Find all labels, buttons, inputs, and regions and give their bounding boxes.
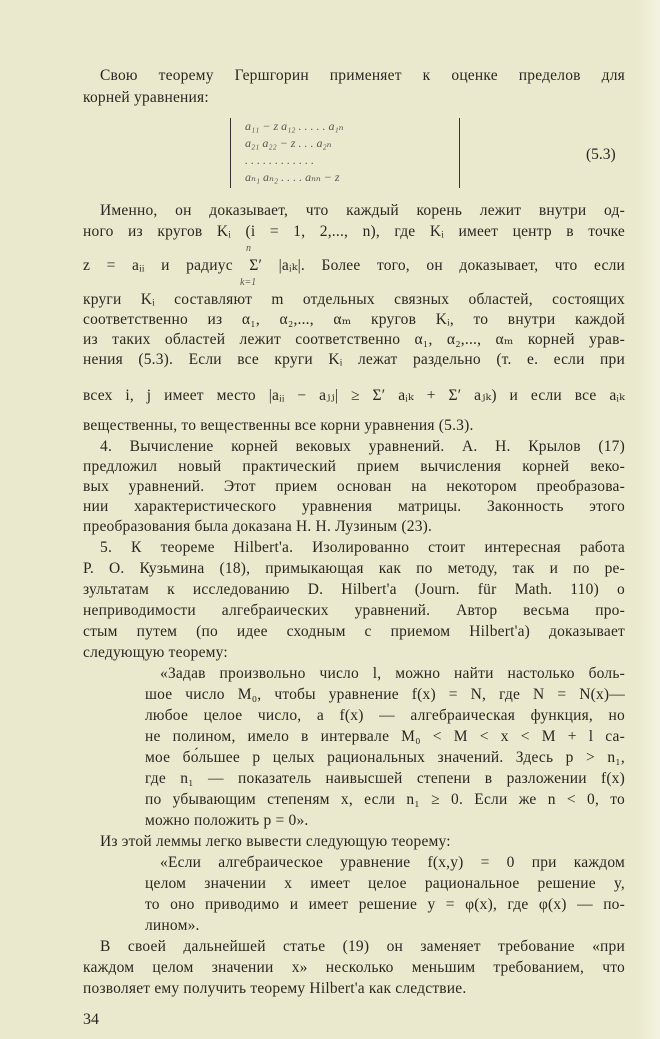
section-heading-line: 5. К теореме Hilbert'a. Изолированно стоит интересная работа [100,539,625,556]
text-line: следующую теорему: [83,644,228,661]
text-line: ного из кругов Kᵢ (i = 1, 2,..., n), где Kᵢ имеет центр в точке [83,223,625,240]
text-line: позволяет ему получить теорему Hilbert'a как следствие. [83,980,467,997]
matrix-row: a₂₁ a₂₂ − z . . . a₂ₙ [245,136,332,150]
text-line: зультатам к исследованию D. Hilbert'a (Journ. für Math. 110) о [83,581,625,598]
quote-line: мое бо́льшее p целых рациональных значений. Здесь p > n₁, [145,749,625,766]
equation-number: (5.3) [586,146,616,163]
quote-line: то оно приводимо и имеет решение y = φ(x), где φ(x) — по- [145,896,625,913]
text-line: В своей дальнейшей статье (19) он заменяет требование «при [100,938,625,955]
text-line: всех i, j имеет место |aᵢᵢ − aⱼⱼ| ≥ Σ′ aᵢₖ + Σ′ aⱼₖ) и если все aᵢₖ [83,387,625,404]
text-line: Свою теорему Гершгорин применяет к оценке пределов для [100,67,625,84]
text-line: соответственно из α₁, α₂,..., αₘ кругов Kᵢ, то внутри каждой [83,311,625,328]
text-line: Именно, он доказывает, что каждый корень лежит внутри од- [100,202,625,219]
text-line: круги Kᵢ составляют m отдельных связных областей, состоящих [83,291,625,308]
determinant-matrix [230,118,460,188]
text-line: предложил новый практический прием вычисления корней веко- [83,458,625,475]
quote-line: лином». [145,917,200,934]
quote-line: шое число M₀, чтобы уравнение f(x) = N, где N = N(x)— [145,686,625,703]
quote-line: можно положить p = 0». [145,812,309,829]
page-edge [638,0,660,1039]
text-line: стым путем (по идее сходным с приемом Hilbert'a) доказывает [83,623,625,640]
quote-line: «Если алгебраическое уравнение f(x,y) = 0 при каждом [160,854,625,871]
quote-line: по убывающим степеням x, если n₁ ≥ 0. Если же n < 0, то [145,791,625,808]
quote-line: где n₁ — показатель наивысшей степени в разложении f(x) [145,770,625,787]
quote-line: целом значении x имеет целое рациональное решение y, [145,875,625,892]
section-heading-line: 4. Вычисление корней вековых уравнений. А. Н. Крылов (17) [100,438,625,455]
text-line: Из этой леммы легко вывести следующую теорему: [100,833,451,850]
text-line: каждом целом значении x» несколько меньшим требованием, что [83,959,625,976]
matrix-row: a₁₁ − z a₁₂ . . . . . a₁ₙ [245,119,344,133]
text-line: преобразования была доказана Н. Н. Лузиным (23). [83,518,433,535]
text-line: вых уравнений. Этот прием основан на некотором преобразова- [83,478,625,495]
text-line: z = aᵢᵢ и радиус Σ′ |aᵢₖ|. Более того, он доказывает, что если [83,257,625,274]
text-line: корней уравнения: [83,89,209,106]
text-line: из таких областей лежит соответственно α₁, α₂,..., αₘ корней урав- [83,331,625,348]
text-line: неприводимости алгебраических уравнений. Автор весьма про- [83,602,625,619]
matrix-row: . . . . . . . . . . . . [245,153,314,167]
page-number: 34 [83,1011,99,1028]
text-line: Р. О. Кузьмина (18), примыкающая как по методу, так и по ре- [83,560,625,577]
quote-line: не полином, имело в интервале M₀ < M < x < M + l са- [145,728,625,745]
text-line: нии характеристического уравнения матрицы. Законность этого [83,498,625,515]
quote-line: «Задав произвольно число l, можно найти настолько боль- [160,665,625,682]
quote-line: любое целое число, а f(x) — алгебраическая функция, но [145,707,625,724]
sum-lower-limit: k=1 [240,277,257,288]
matrix-row: aₙ₁ aₙ₂ . . . . aₙₙ − z [245,170,340,184]
text-line: нения (5.3). Если все круги Kᵢ лежат раздельно (т. е. если при [83,351,625,368]
sum-upper-limit: n [246,243,251,254]
text-line: вещественны, то вещественны все корни уравнения (5.3). [83,417,474,434]
